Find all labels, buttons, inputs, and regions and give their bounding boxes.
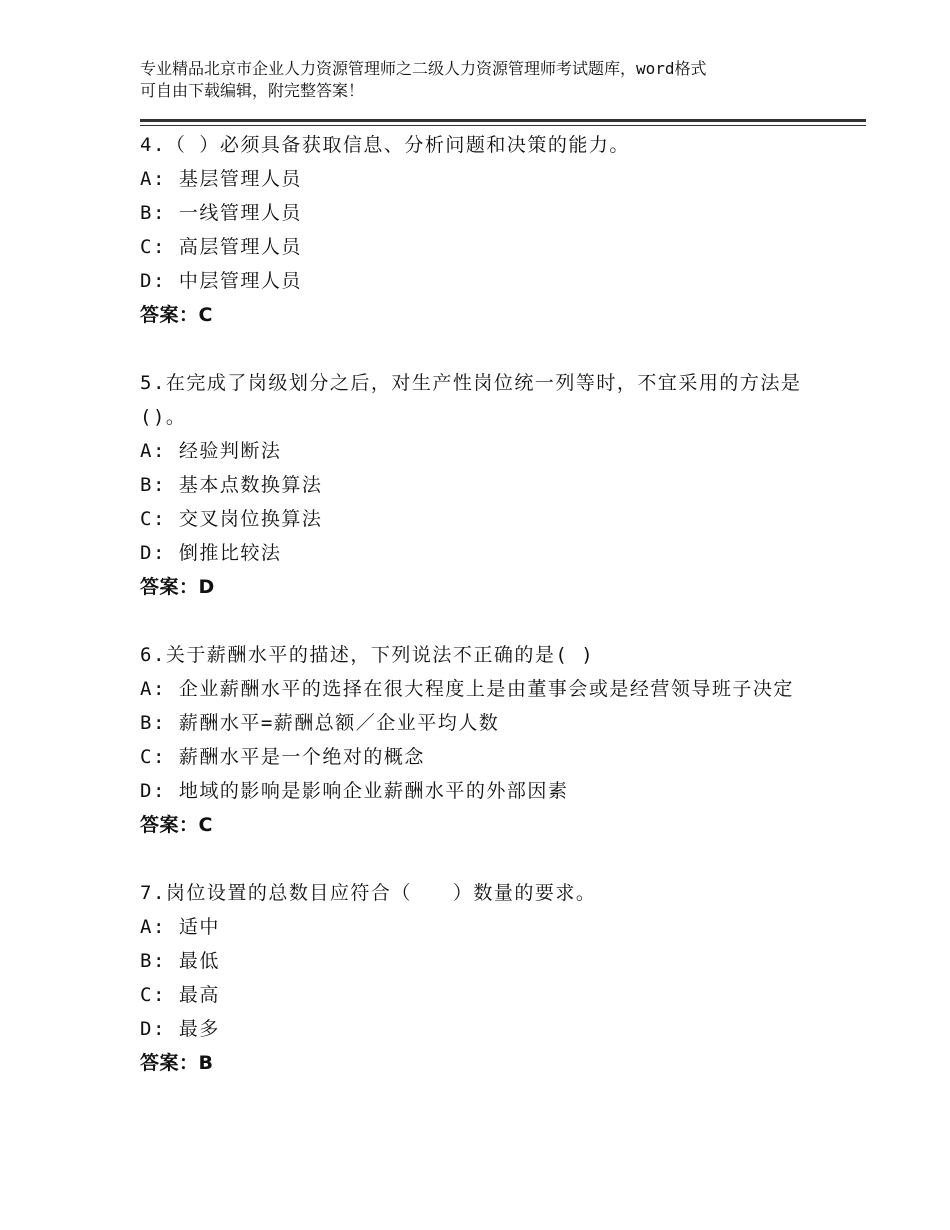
question-stem: 7.岗位设置的总数目应符合（ ）数量的要求。 <box>140 882 597 904</box>
question-list <box>140 128 830 1114</box>
option-c: C: 薪酬水平是一个绝对的概念 <box>140 746 425 768</box>
question-stem: 4.（ ）必须具备获取信息、分析问题和决策的能力。 <box>140 134 630 156</box>
question-stem: 5.在完成了岗级划分之后，对生产性岗位统一列等时，不宜采用的方法是()。 <box>140 372 802 428</box>
answer-label: 答案：B <box>140 1052 214 1074</box>
option-a: A: 适中 <box>140 916 220 938</box>
header-line-1: 专业精品北京市企业人力资源管理师之二级人力资源管理师考试题库，word格式 <box>140 59 707 78</box>
option-c: C: 交叉岗位换算法 <box>140 508 323 530</box>
option-b: B: 基本点数换算法 <box>140 474 323 496</box>
option-a: A: 经验判断法 <box>140 440 282 462</box>
option-a: A: 基层管理人员 <box>140 168 302 190</box>
option-d: D: 地域的影响是影响企业薪酬水平的外部因素 <box>140 780 569 802</box>
answer-label: 答案：C <box>140 814 213 836</box>
answer-label: 答案：C <box>140 304 213 326</box>
question-5 <box>140 366 830 604</box>
header-divider-thin <box>140 125 866 126</box>
answer-label: 答案：D <box>140 576 215 598</box>
option-d: D: 最多 <box>140 1018 220 1040</box>
question-7 <box>140 876 830 1080</box>
header-line-2: 可自由下载编辑，附完整答案！ <box>140 81 365 100</box>
question-4 <box>140 128 830 332</box>
option-b: B: 最低 <box>140 950 220 972</box>
option-c: C: 最高 <box>140 984 220 1006</box>
option-b: B: 一线管理人员 <box>140 202 302 224</box>
option-d: D: 倒推比较法 <box>140 542 282 564</box>
option-a: A: 企业薪酬水平的选择在很大程度上是由董事会或是经营领导班子决定 <box>140 678 794 700</box>
option-c: C: 高层管理人员 <box>140 236 302 258</box>
question-6 <box>140 638 830 842</box>
option-b: B: 薪酬水平=薪酬总额／企业平均人数 <box>140 712 500 734</box>
question-stem: 6.关于薪酬水平的描述，下列说法不正确的是( ) <box>140 644 595 666</box>
document-header <box>140 58 840 102</box>
header-divider-thick <box>140 119 866 122</box>
option-d: D: 中层管理人员 <box>140 270 302 292</box>
